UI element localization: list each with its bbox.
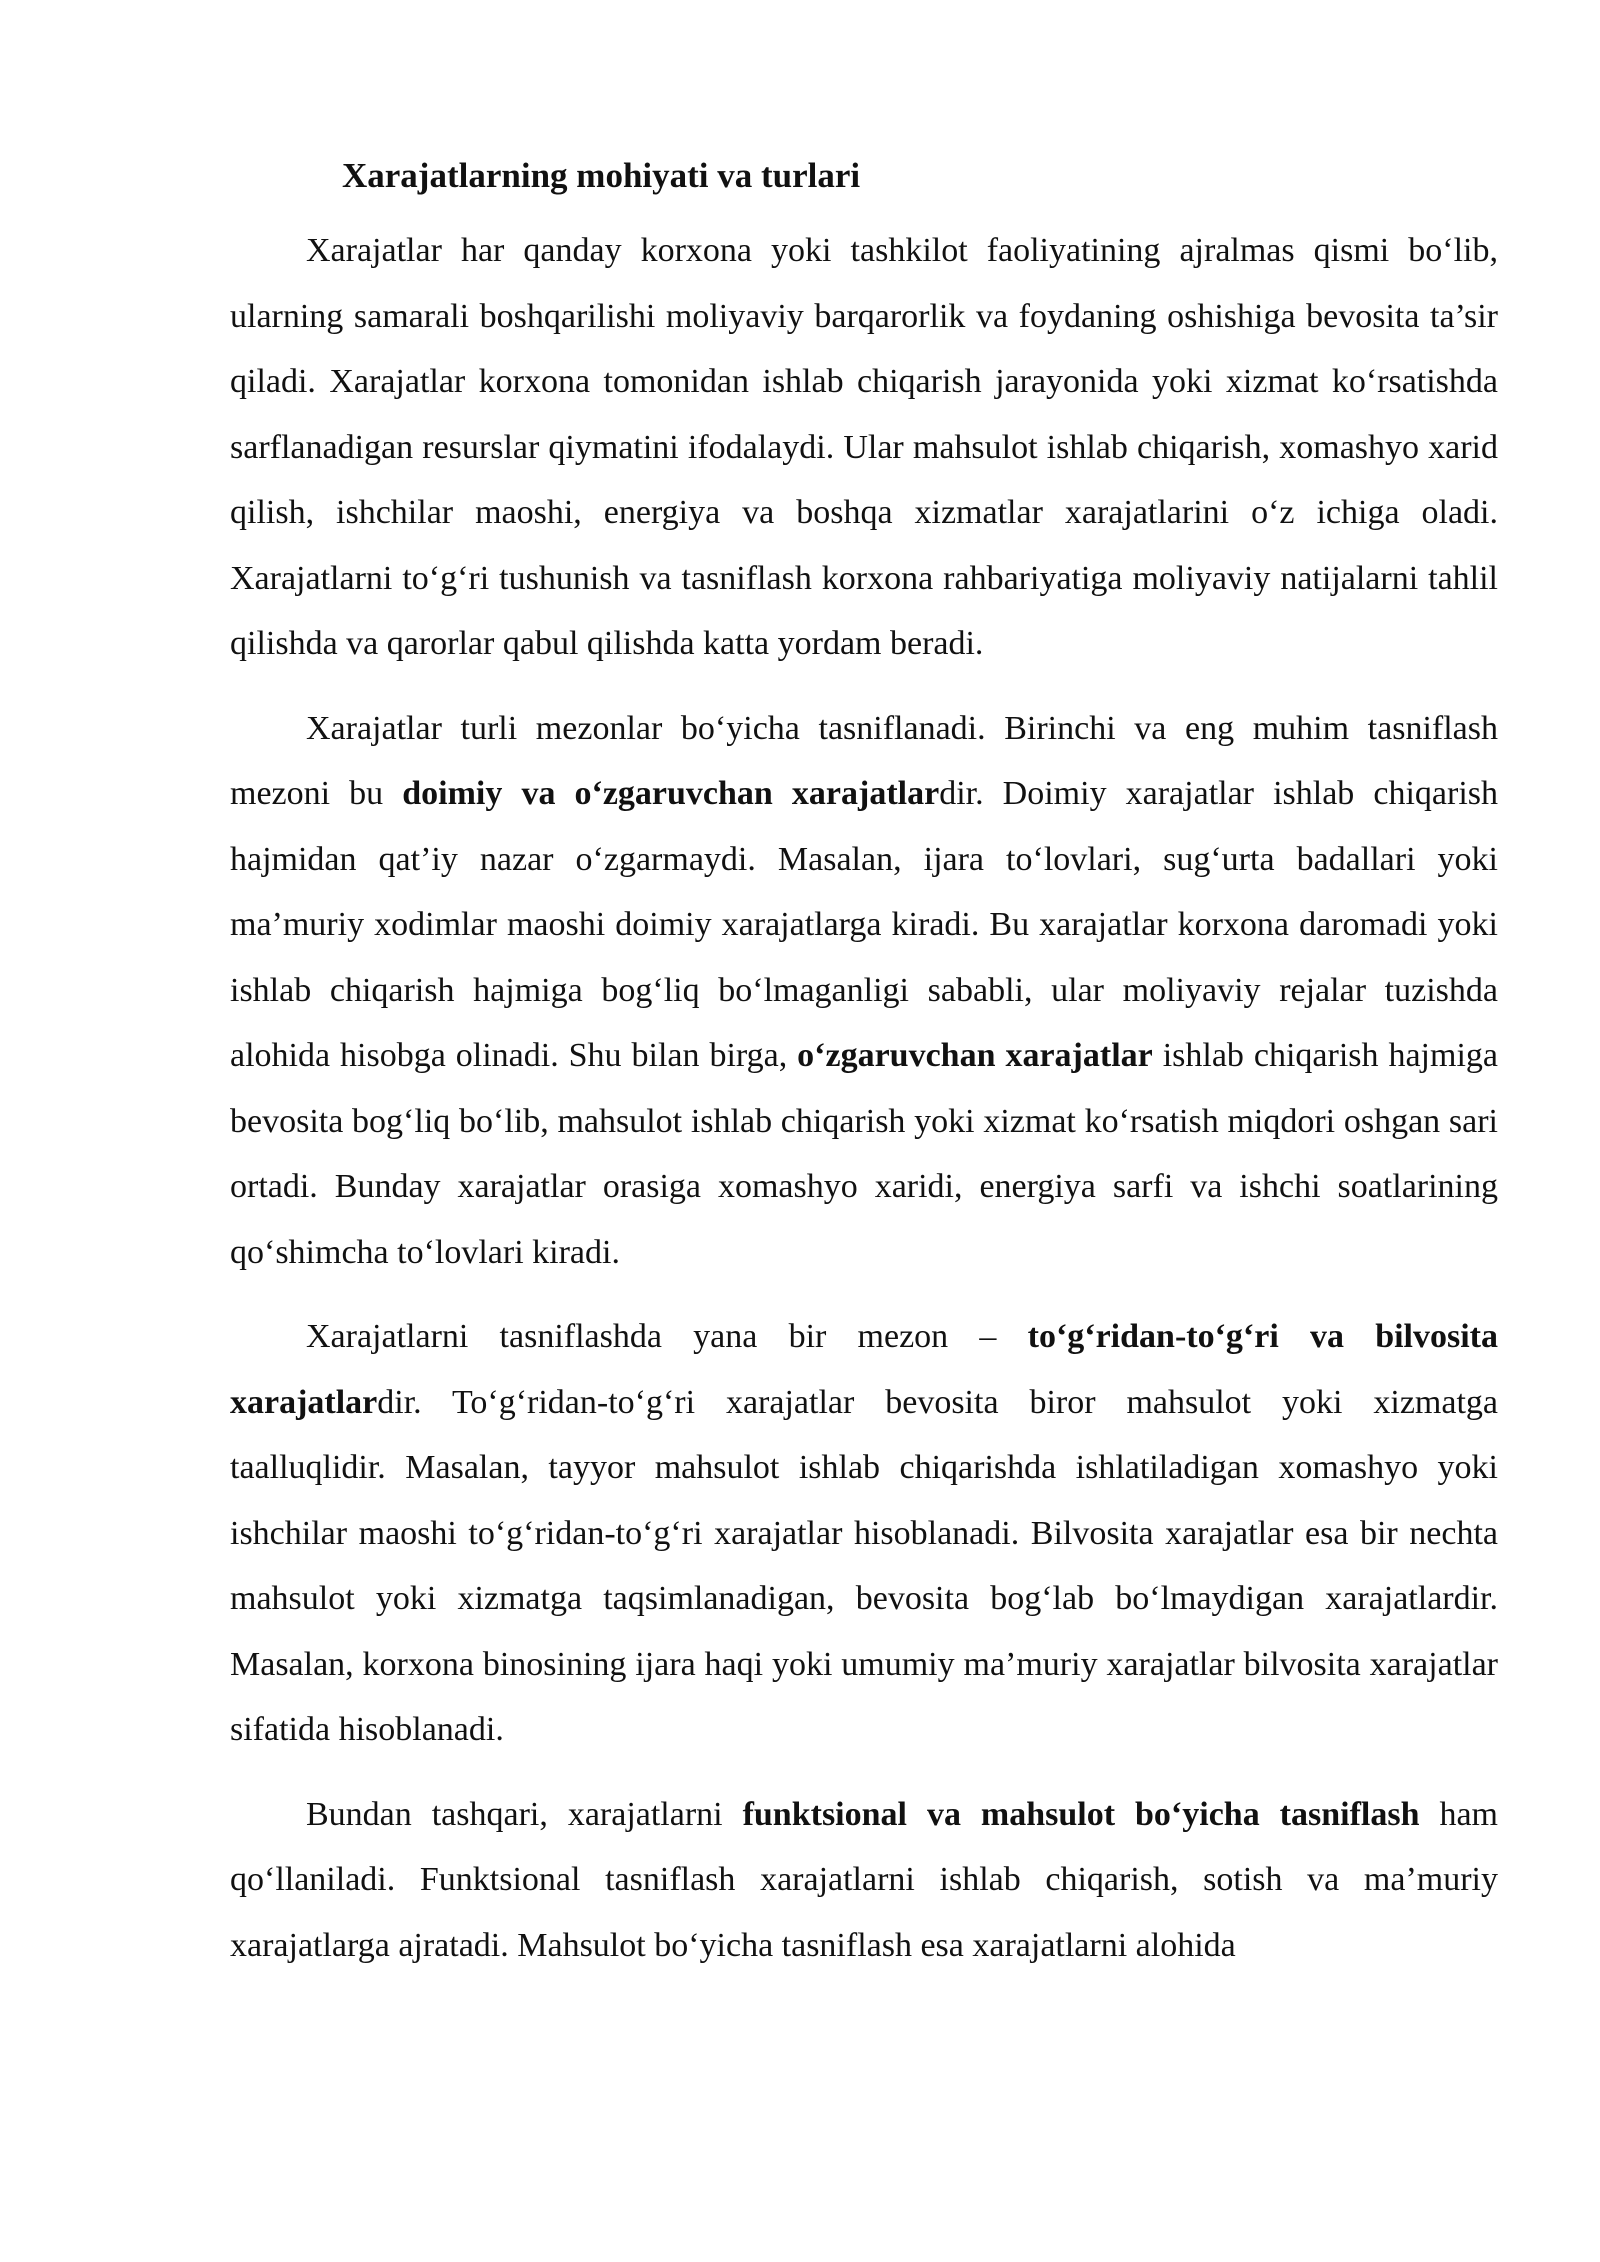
- paragraph-text: dir. To‘g‘ridan-to‘g‘ri xarajatlar bevosita biror mahsulot yoki xizmatga taalluqlidir. Masalan, tayyor mahsulot ishlab chiqarishda ishlatiladigan xomashyo yoki ishchilar maoshi to‘g‘ridan-to‘g‘ri xarajatlar hisoblanadi. Bilvosita xarajatlar esa bir nechta mahsulot yoki xizmatga taqsimlanadigan, bevosita bog‘lab bo‘lmaydigan xarajatlardir. Masalan, korxona binosining ijara haqi yoki umumiy ma’muriy xarajatlar bilvosita xarajatlar sifatida hisoblanadi.: [230, 1383, 1498, 1748]
- document-title: Xarajatlarning mohiyati va turlari: [342, 156, 861, 195]
- paragraph-text: Xarajatlarni tasniflashda yana bir mezon –: [306, 1318, 1028, 1355]
- bold-term-direct-indirect-costs: to‘g‘ridan-to‘g‘ri va bilvosita xarajatlar: [230, 1318, 1499, 1421]
- paragraph-text: Xarajatlar turli mezonlar bo‘yicha tasniflanadi. Birinchi va eng muhim tasniflash mezoni bu: [230, 709, 1498, 812]
- paragraph-text: Xarajatlar har qanday korxona yoki tashkilot faoliyatining ajralmas qismi bo‘lib, ularning samarali boshqarilishi moliyaviy barqarorlik va foydaning oshishiga bevosita ta’sir qiladi. Xarajatlar korxona tomonidan ishlab chiqarish jarayonida yoki xizmat ko‘rsatishda sarflanadigan resurslar qiymatini ifodalaydi. Ular mahsulot ishlab chiqarish, xomashyo xarid qilish, ishchilar maoshi, energiya va boshqa xizmatlar xarajatlarini o‘z ichiga oladi. Xarajatlarni to‘g‘ri tushunish va tasniflash korxona rahbariyatiga moliyaviy natijalarni tahlil qilishda va qarorlar qabul qilishda katta yordam beradi.: [230, 232, 1498, 662]
- paragraph-text: Bundan tashqari, xarajatlarni: [306, 1795, 743, 1833]
- bold-term-variable-costs: o‘zgaruvchan xarajatlar: [797, 1037, 1153, 1074]
- paragraph-text: dir. Doimiy xarajatlar ishlab chiqarish hajmidan qat’iy nazar o‘zgarmaydi. Masalan, ijara to‘lovlari, sug‘urta badallari yoki ma’muriy xodimlar maoshi doimiy xarajatlarga kiradi. Bu xarajatlar korxona daromadi yoki ishlab chiqarish hajmiga bog‘liq bo‘lmaganligi sababli, ular moliyaviy rejalar tuzishda alohida hisobga olinadi. Shu bilan birga,: [230, 775, 1498, 1074]
- paragraph-2: [230, 696, 1498, 1286]
- bold-term-fixed-variable-costs: doimiy va o‘zgaruvchan xarajatlar: [402, 775, 940, 812]
- paragraph-3: [230, 1304, 1498, 1763]
- paragraph-4: [230, 1782, 1498, 1979]
- bold-term-functional-classification: funktsional va mahsulot bo‘yicha tasniflash: [742, 1795, 1420, 1833]
- paragraph-text: ham qo‘llaniladi. Funktsional tasniflash xarajatlarni ishlab chiqarish, sotish va ma’muriy xarajatlarga ajratadi. Mahsulot bo‘yicha tasniflash esa xarajatlarni alohida: [230, 1795, 1498, 1964]
- paragraph-text: ishlab chiqarish hajmiga bevosita bog‘liq bo‘lib, mahsulot ishlab chiqarish yoki xizmat ko‘rsatish miqdori oshgan sari ortadi. Bunday xarajatlar orasiga xomashyo xaridi, energiya sarfi va ishchi soatlarining qo‘shimcha to‘lovlari kiradi.: [230, 1037, 1498, 1271]
- paragraph-1: [230, 218, 1498, 677]
- document-page: [230, 150, 1498, 1997]
